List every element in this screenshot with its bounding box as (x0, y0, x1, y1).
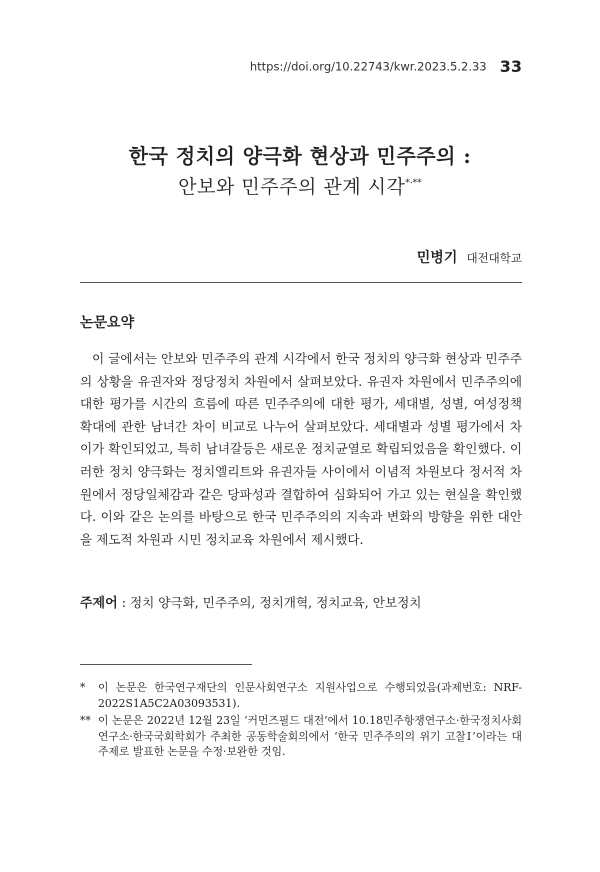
keywords-text: 정치 양극화, 민주주의, 정치개혁, 정치교육, 안보정치 (129, 595, 422, 610)
abstract-heading: 논문요약 (80, 315, 135, 331)
author-line (417, 247, 522, 267)
author-affiliation: 대전대학교 (466, 251, 522, 265)
footnotes (80, 680, 522, 762)
footnote-mark: * (80, 681, 86, 694)
author-name: 민병기 (416, 250, 458, 266)
abstract-body: 이 글에서는 안보와 민주주의 관계 시각에서 한국 정치의 양극화 현상과 민주주의 상황을 유권자와 정당정치 차원에서 살펴보았다. 유권자 차원에서 민주주의에 대한 평가를 시간의 흐름에 따른 민주주의에 대한 평가, 세대별, 성별, 여성정책 확대에 관한 남녀간 차이 비교로 나누어 살펴보았다. 세대별과 성별 평가에서 차이가 확인되었고, 특히 남녀갈등은 새로운 정치균열로 확립되었음을 확인했다. 이러한 정치 양극화는 정치엘리트와 유권자들 사이에서 이념적 차원보다 정서적 차원에서 정당일체감과 같은 당파성과 결합하여 심화되어 가고 있는 현실을 확인했다. 이와 같은 논의를 바탕으로 한국 민주주의의 지속과 변화의 방향을 위한 대안을 제도적 차원과 시민 정치교육 차원에서 제시했다. (80, 351, 522, 547)
header-divider (80, 282, 522, 283)
footnote-mark: ** (80, 714, 91, 727)
keywords-separator: : (117, 595, 130, 610)
footnote-marks[interactable]: *·** (405, 178, 422, 189)
page-header (80, 56, 522, 80)
footnote-divider (80, 664, 252, 665)
keywords-line (80, 592, 522, 611)
page-number: 33 (499, 57, 522, 76)
subtitle-text: 안보와 민주주의 관계 시각 (178, 176, 406, 198)
doi-link[interactable]: https://doi.org/10.22743/kwr.2023.5.2.33 (249, 59, 487, 74)
footnote-item (80, 713, 522, 760)
paper-title: 한국 정치의 양극화 현상과 민주주의 : (128, 144, 472, 168)
footnote-item (80, 680, 522, 711)
footnote-text: 이 논문은 2022년 12월 23일 ‘커먼즈필드 대전’에서 10.18민주항쟁연구소·한국정치사회연구소·한국국회학회가 주최한 공동학술회의에서 ‘한국 민주주의의 위기 고찰Ⅰ’이라는 대주제로 발표한 논문을 수정·보완한 것임. (98, 714, 522, 758)
paper-subtitle (60, 172, 540, 199)
footnote-text: 이 논문은 한국연구재단의 인문사회연구소 지원사업으로 수행되었음(과제번호: NRF-2022S1A5C2A03093531). (98, 681, 522, 710)
keywords-label: 주제어 (80, 596, 118, 611)
